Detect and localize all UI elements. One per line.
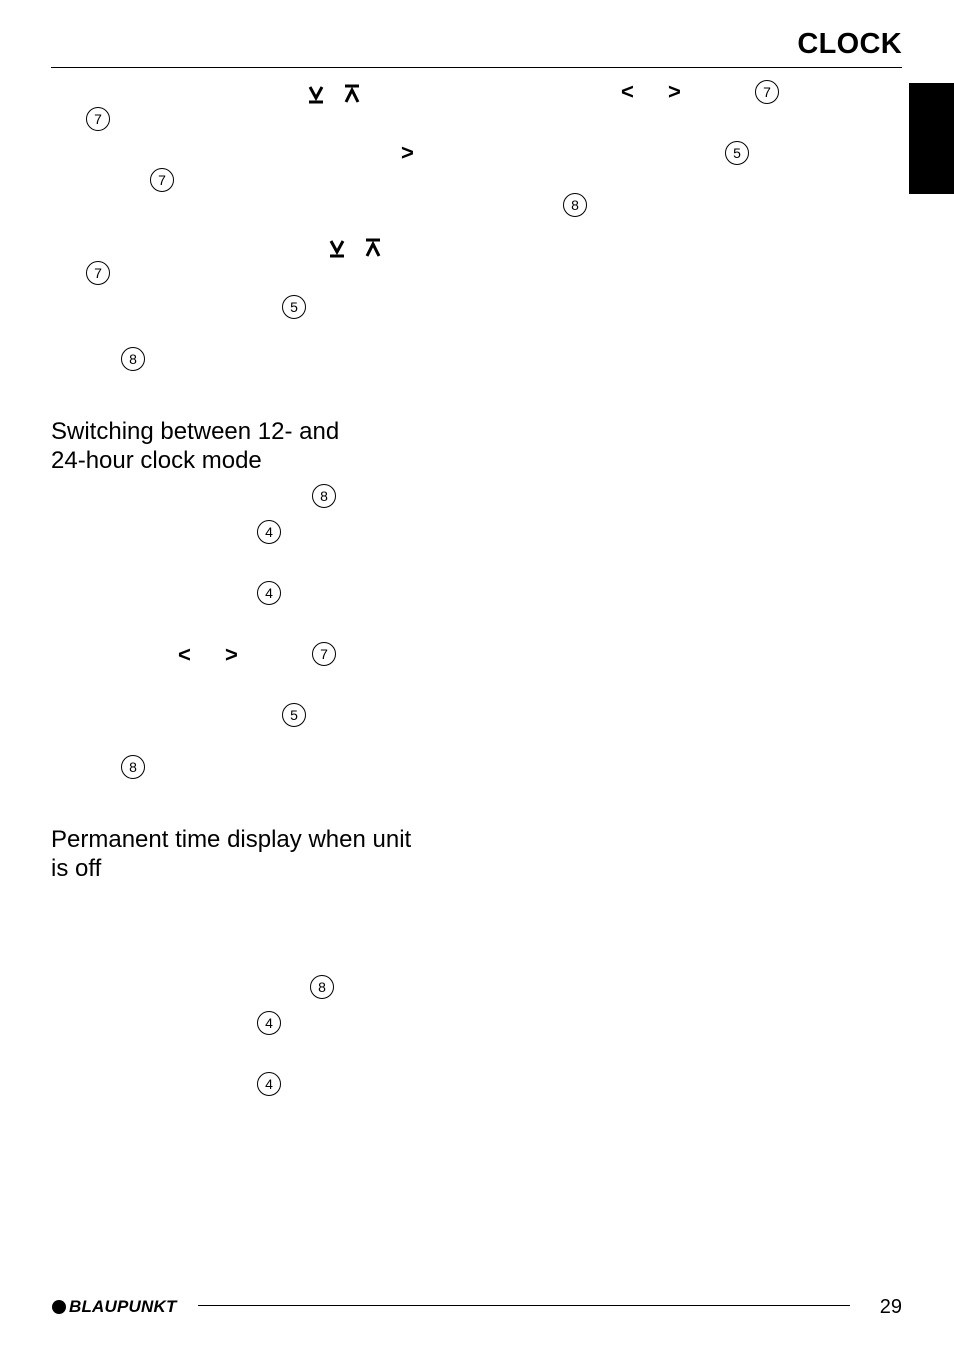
- marker-8: 8: [312, 484, 336, 508]
- marker-7: 7: [755, 80, 779, 104]
- marker-4: 4: [257, 520, 281, 544]
- section-heading-12-24: [51, 417, 339, 475]
- section-title: CLOCK: [797, 28, 902, 60]
- marker-7: 7: [150, 168, 174, 192]
- marker-8: 8: [121, 347, 145, 371]
- right-arrow-icon: >: [225, 642, 238, 667]
- marker-4: 4: [257, 1072, 281, 1096]
- footer-divider: [198, 1305, 850, 1306]
- heading-line: 24-hour clock mode: [51, 447, 262, 474]
- marker-8: 8: [563, 193, 587, 217]
- page-number: 29: [879, 1296, 902, 1318]
- down-arrow-icon: [308, 84, 324, 104]
- logo-dot-icon: [52, 1300, 66, 1314]
- marker-7: 7: [86, 107, 110, 131]
- marker-4: 4: [257, 1011, 281, 1035]
- right-arrow-icon: >: [401, 140, 414, 165]
- left-arrow-icon: <: [621, 79, 634, 104]
- brand-logo: [52, 1297, 177, 1317]
- marker-5: 5: [282, 703, 306, 727]
- heading-line: Permanent time display when unit: [51, 826, 412, 853]
- heading-line: Switching between 12- and: [51, 418, 340, 445]
- left-arrow-icon: <: [178, 642, 191, 667]
- section-heading-permanent-time: [51, 825, 411, 883]
- up-arrow-icon: [365, 238, 381, 258]
- marker-8: 8: [121, 755, 145, 779]
- language-tab-marker: [909, 83, 954, 194]
- marker-7: 7: [312, 642, 336, 666]
- brand-name: BLAUPUNKT: [69, 1297, 177, 1316]
- marker-5: 5: [725, 141, 749, 165]
- marker-8: 8: [310, 975, 334, 999]
- right-arrow-icon: >: [668, 79, 681, 104]
- heading-line: is off: [51, 855, 102, 882]
- marker-4: 4: [257, 581, 281, 605]
- header-divider: [51, 67, 902, 68]
- up-arrow-icon: [344, 84, 360, 104]
- marker-7: 7: [86, 261, 110, 285]
- down-arrow-icon: [329, 238, 345, 258]
- marker-5: 5: [282, 295, 306, 319]
